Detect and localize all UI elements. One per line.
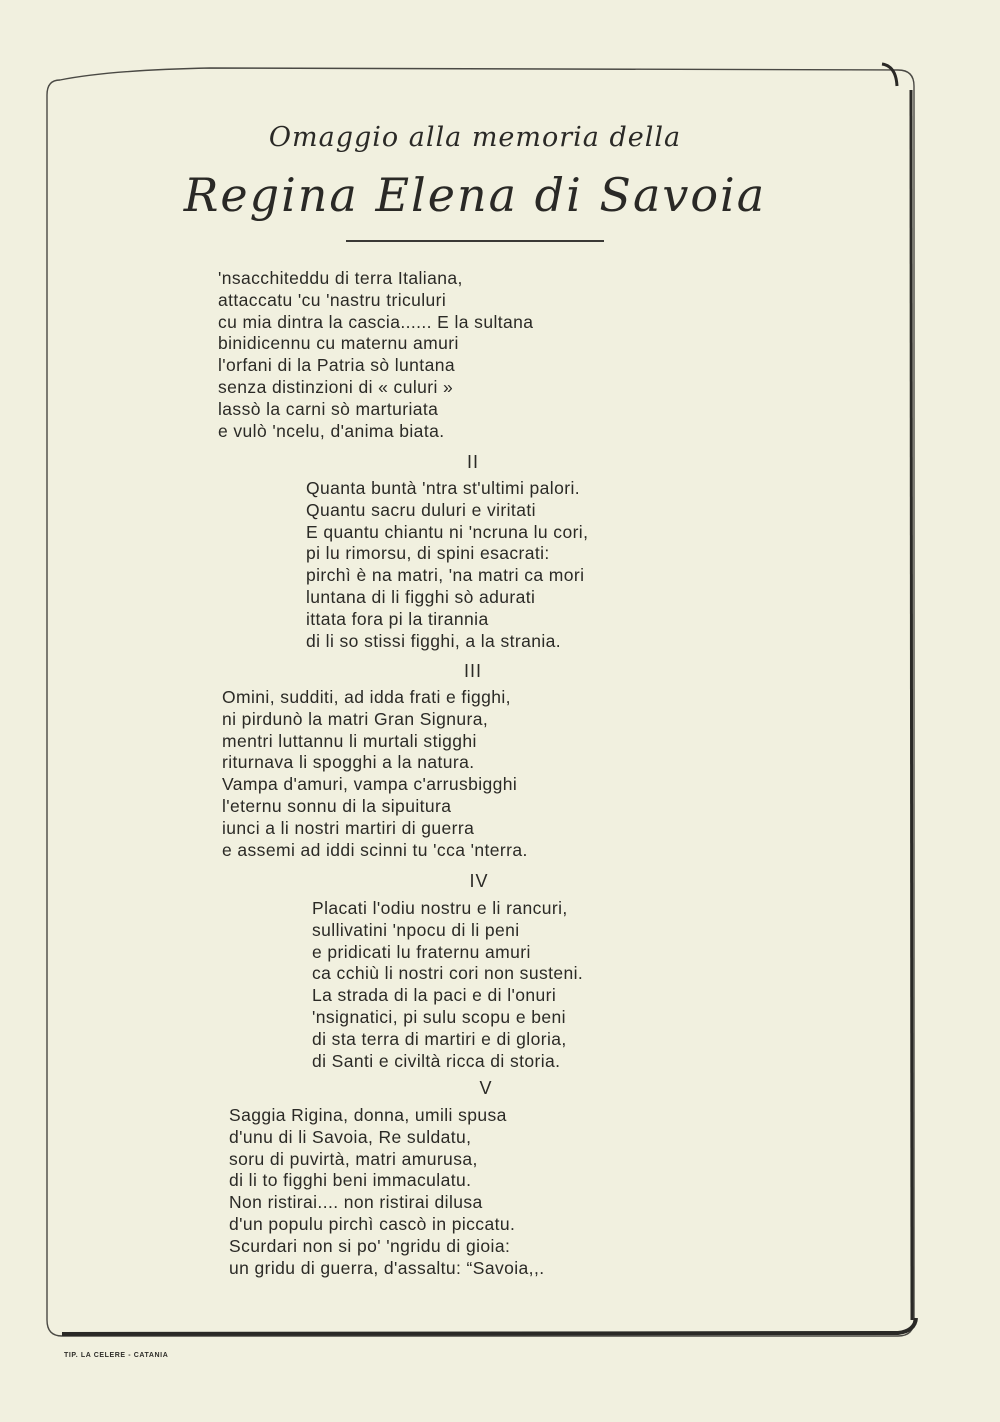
printer-imprint: TIP. LA CELERE - CATANIA bbox=[64, 1352, 169, 1359]
stanza-number: III bbox=[463, 661, 482, 681]
verse-line: di li to figghi beni immaculatu. bbox=[229, 1170, 472, 1191]
verse-line: Omini, sudditi, ad idda frati e figghi, bbox=[222, 687, 511, 707]
verse-line: di sta terra di martiri e di gloria, bbox=[312, 1028, 567, 1049]
verse-line: luntana di li figghi sò adurati bbox=[306, 586, 536, 607]
verse-line: Vampa d'amuri, vampa c'arrusbigghi bbox=[222, 774, 518, 795]
stanza-5 bbox=[229, 1105, 544, 1279]
stanza-4 bbox=[312, 898, 583, 1072]
verse-line: di Santi e civiltà ricca di storia. bbox=[312, 1050, 561, 1071]
verse-line: pi lu rimorsu, di spini esacrati: bbox=[306, 543, 550, 564]
verse-line: Placati l'odiu nostru e li rancuri, bbox=[312, 898, 568, 918]
verse-line: E quantu chiantu ni 'ncruna lu cori, bbox=[306, 521, 589, 542]
verse-line: riturnava li spogghi a la natura. bbox=[222, 752, 475, 773]
verse-line: pirchì è na matri, 'na matri ca mori bbox=[306, 565, 585, 586]
verse-line: soru di puvirtà, matri amurusa, bbox=[229, 1148, 478, 1169]
verse-line: di li so stissi figghi, a la strania. bbox=[306, 630, 562, 651]
verse-line: Scurdari non si po' 'ngridu di gioia: bbox=[229, 1235, 511, 1256]
verse-line: Quanta buntà 'ntra st'ultimi palori. bbox=[306, 478, 580, 498]
verse-line: La strada di la paci e di l'onuri bbox=[312, 985, 557, 1006]
verse-line: binidicennu cu maternu amuri bbox=[218, 333, 459, 354]
verse-line: d'un populu pirchì cascò in piccatu. bbox=[229, 1213, 516, 1234]
verse-line: lassò la carni sò marturiata bbox=[218, 398, 439, 419]
verse-line: Quantu sacru duluri e viritati bbox=[306, 499, 536, 520]
verse-line: cu mia dintra la cascia...... E la sultana bbox=[218, 311, 534, 332]
verse-line: attaccatu 'cu 'nastru triculuri bbox=[218, 289, 447, 310]
verse-line: ca cchiù li nostri cori non susteni. bbox=[312, 963, 584, 984]
verse-line: e assemi ad iddi scinni tu 'cca 'nterra. bbox=[222, 839, 528, 860]
verse-line: l'eternu sonnu di la sipuitura bbox=[222, 795, 452, 816]
verse-line: mentri luttannu li murtali stigghi bbox=[222, 730, 477, 751]
verse-line: e vulò 'ncelu, d'anima biata. bbox=[218, 420, 445, 441]
stanza-1 bbox=[218, 268, 533, 442]
queen-name-title: Regina Elena di Savoia bbox=[183, 168, 767, 222]
stanza-number: II bbox=[466, 452, 479, 472]
verse-line: Saggia Rigina, donna, umili spusa bbox=[229, 1105, 507, 1125]
stanza-number: V bbox=[479, 1078, 493, 1098]
verse-line: sullivatini 'npocu di li peni bbox=[312, 919, 520, 940]
verse-line: senza distinzioni di « culuri » bbox=[218, 376, 454, 397]
verse-line: Non ristirai.... non ristirai dilusa bbox=[229, 1192, 483, 1213]
verse-line: 'nsignatici, pi sulu scopu e beni bbox=[312, 1006, 566, 1027]
stanza-number: IV bbox=[469, 871, 489, 891]
verse-line: 'nsacchiteddu di terra Italiana, bbox=[218, 268, 463, 288]
verse-line: ni pirdunò la matri Gran Signura, bbox=[222, 708, 489, 729]
stanza-2 bbox=[306, 478, 588, 652]
stanza-3 bbox=[222, 687, 528, 861]
verse-line: e pridicati lu fraternu amuri bbox=[312, 941, 531, 962]
verse-line: l'orfani di la Patria sò luntana bbox=[218, 355, 455, 376]
verse-line: d'unu di li Savoia, Re suldatu, bbox=[229, 1126, 472, 1147]
dedication-title: Omaggio alla memoria della bbox=[268, 122, 682, 153]
verse-line: iunci a li nostri martiri di guerra bbox=[222, 817, 475, 838]
title-divider bbox=[346, 240, 604, 242]
verse-line: ittata fora pi la tirannia bbox=[306, 608, 489, 629]
verse-line: un gridu di guerra, d'assaltu: “Savoia,,. bbox=[229, 1257, 545, 1278]
